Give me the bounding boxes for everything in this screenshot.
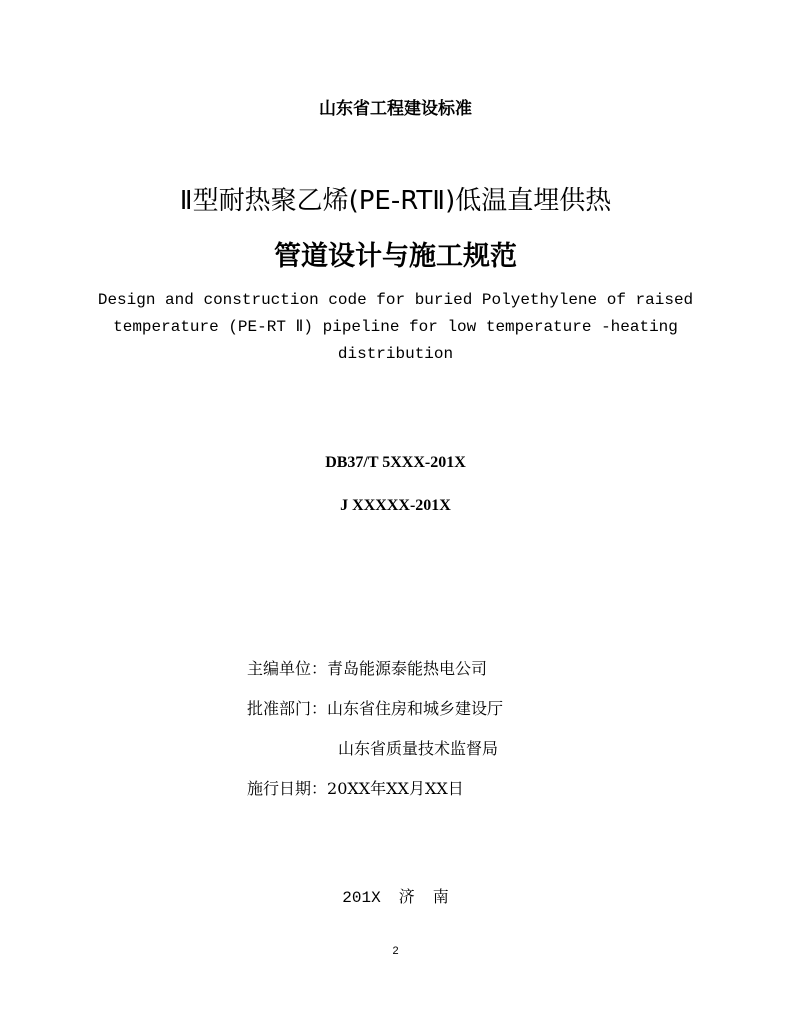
publication-year: 201X (342, 889, 381, 907)
approver-label: 批准部门： (247, 699, 328, 718)
approver-value-1: 山东省住房和城乡建设厅 (327, 699, 504, 718)
editor-value: 青岛能源泰能热电公司 (327, 659, 488, 678)
standard-category: 山东省工程建设标准 (319, 99, 472, 119)
effective-date-row (247, 776, 464, 799)
publication-city-part2: 南 (432, 889, 449, 907)
english-title-line3: distribution (337, 345, 454, 363)
approver-row-2 (338, 736, 498, 759)
approver-value-2: 山东省质量技术监督局 (338, 739, 499, 758)
effective-date-value: 20XX年XX月XX日 (327, 779, 464, 798)
document-title-line2: 管道设计与施工规范 (274, 241, 517, 272)
standard-code-j: J XXXXX-201X (340, 497, 451, 514)
publication-city-part1: 济 (398, 889, 415, 907)
approver-row (247, 696, 503, 719)
publication-place (0, 884, 791, 907)
editor-label: 主编单位： (247, 659, 328, 678)
document-title-line1: Ⅱ型耐热聚乙烯(PE-RTⅡ)低温直埋供热 (179, 186, 612, 216)
effective-date-label: 施行日期： (247, 779, 328, 798)
english-title-line1: Design and construction code for buried Polyethylene of raised (97, 291, 694, 309)
english-title-line2: temperature (PE-RT Ⅱ) pipeline for low temperature -heating (113, 318, 678, 336)
standard-code-db: DB37/T 5XXX-201X (325, 454, 466, 471)
editor-row (247, 656, 487, 679)
page-number: 2 (392, 945, 399, 957)
